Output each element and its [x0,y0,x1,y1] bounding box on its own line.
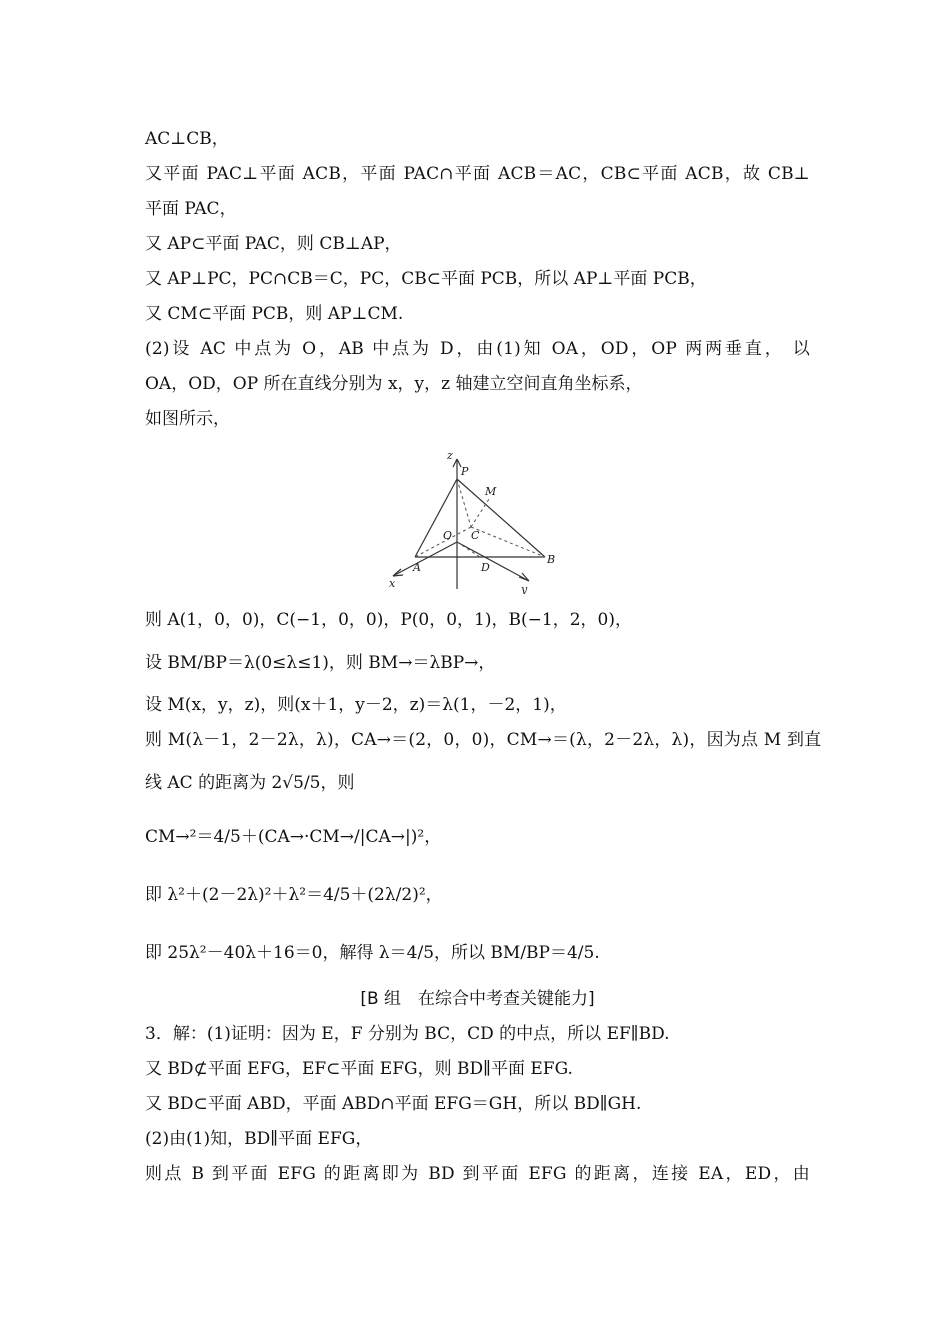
label-A: A [413,561,421,574]
text-line: 又 BD⊄平面 EFG，EF⊂平面 EFG，则 BD∥平面 EFG. [145,1059,573,1079]
text-line: 设 M(x，y，z)，则(x＋1，y－2，z)＝λ(1，－2，1)， [145,695,567,715]
label-P: P [461,465,469,478]
label-x: x [389,577,396,590]
text-line: 则 A(1，0，0)，C(−1，0，0)，P(0，0，1)，B(−1，2，0)， [145,610,632,630]
edge-PC [457,479,471,527]
text-line: 3．解：(1)证明：因为 E，F 分别为 BC，CD 的中点，所以 EF∥BD. [145,1024,670,1044]
section-heading: [B 组 在综合中考查关键能力] [360,989,595,1009]
tetrahedron-diagram [385,439,575,594]
label-M: M [485,485,497,498]
segment-CM [471,499,489,527]
text-line: CM→²＝4/5＋(CA→·CM→/|CA→|)²， [145,827,442,847]
x-axis [393,542,457,576]
label-C: C [471,529,480,542]
text-line: 即 25λ²－40λ＋16＝0，解得 λ＝4/5，所以 BM/BP＝4/5. [145,943,600,963]
label-O: O [443,529,453,542]
text-line: 即 λ²＋(2－2λ)²＋λ²＝4/5＋(2λ/2)²， [145,885,443,905]
text-line: 又 AP⊥PC，PC∩CB＝C，PC，CB⊂平面 PCB，所以 AP⊥平面 PCB， [145,269,707,289]
text-line: 如图所示， [145,409,230,429]
text-line: (2)设 AC 中点为 O，AB 中点为 D，由(1)知 OA，OD，OP 两两垂直， 以 [145,339,810,359]
text-line: AC⊥CB， [145,129,229,149]
label-D: D [481,561,490,574]
text-line: 又 BD⊂平面 ABD，平面 ABD∩平面 EFG＝GH，所以 BD∥GH. [145,1094,642,1114]
y-axis [457,542,529,581]
label-B: B [547,553,556,566]
x-arrow [393,569,403,576]
text-line: 平面 PAC， [145,199,237,219]
label-z: z [447,449,453,462]
text-line: 设 BM/BP＝λ(0≤λ≤1)，则 BM→＝λBP→， [145,653,496,673]
text-line: 则 M(λ－1，2－2λ，λ)，CA→＝(2，0，0)，CM→＝(λ，2－2λ，λ)，因为点 M 到直 [145,730,822,750]
text-line: 则点 B 到平面 EFG 的距离即为 BD 到平面 EFG 的距离，连接 EA，ED，由 [145,1164,810,1184]
coordinate-figure [145,439,810,599]
text-line: 又 CM⊂平面 PCB，则 AP⊥CM. [145,304,404,324]
text-line: 又平面 PAC⊥平面 ACB，平面 PAC∩平面 ACB＝AC，CB⊂平面 ACB，故 CB⊥ [145,164,810,184]
text-line: 又 AP⊂平面 PAC，则 CB⊥AP， [145,234,402,254]
edge-PB [457,479,545,557]
text-line: 线 AC 的距离为 2√5/5，则 [145,773,355,793]
document-page [145,122,822,1192]
text-line: (2)由(1)知，BD∥平面 EFG， [145,1129,373,1149]
text-line: OA，OD，OP 所在直线分别为 x，y，z 轴建立空间直角坐标系， [145,374,643,394]
label-y: y [521,583,528,594]
y-arrow [519,573,529,581]
edge-CB [471,527,545,557]
